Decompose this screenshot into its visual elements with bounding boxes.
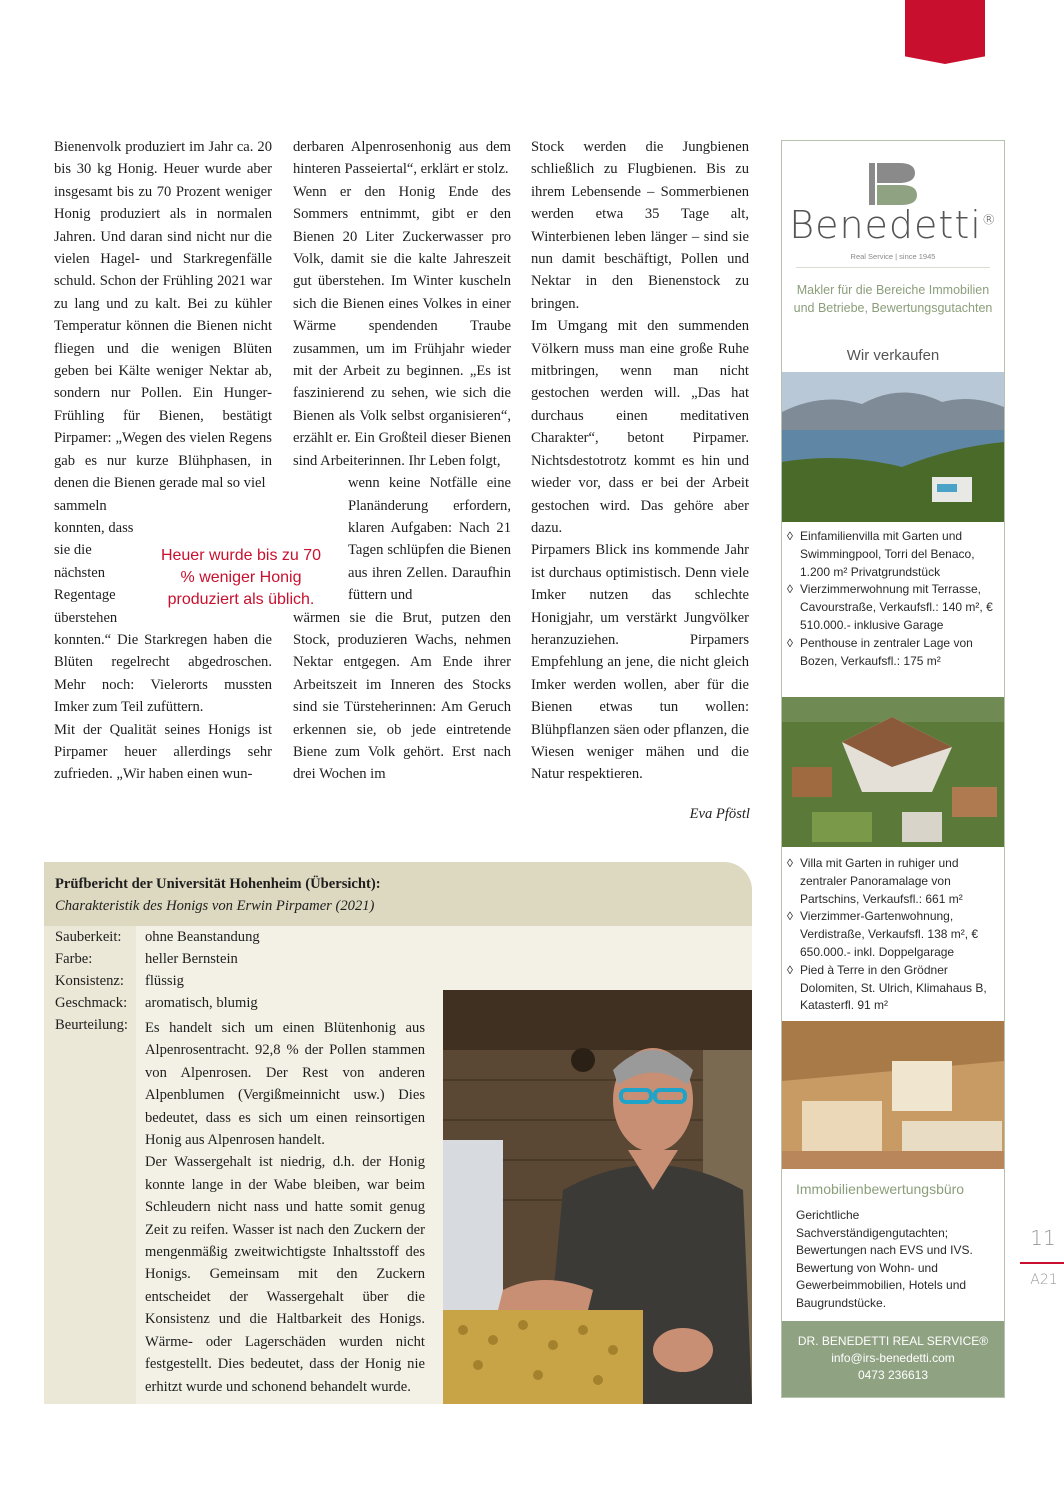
- diamond-bullet-icon: ◊: [787, 635, 793, 650]
- report-value: aromatisch, blumig: [145, 995, 258, 1011]
- article-paragraph: Stock werden die Jungbienen schließlich zu Flugbienen. Bis zu ihrem Lebensende – Sommerbienen werden etwa 35 Tage alt, Winterbienen leben länger – sind sie nun damit beschäftigt, Pollen und Nektar in den Bienenstock zu bringen.: [531, 139, 749, 312]
- report-value: heller Bernstein: [145, 951, 238, 967]
- village-aerial-photo: [782, 697, 1004, 847]
- page-bookmark-tab: [905, 0, 985, 64]
- report-header: [44, 862, 752, 926]
- report-value: flüssig: [145, 973, 184, 989]
- footer-company: DR. BENEDETTI REAL SERVICE®: [797, 1334, 989, 1348]
- article-paragraph: konnten.“ Die Starkregen haben die Blüten regelrecht abgedroschen. Mehr noch: Vielerorts mussten Imker zum Teil zufüttern.: [54, 631, 272, 716]
- article-column-1: [54, 136, 272, 786]
- registered-mark: ®: [981, 212, 997, 229]
- property-list-1: [787, 528, 999, 670]
- ad-brand-name: [782, 203, 1004, 247]
- article-paragraph: Wenn er den Honig Ende des Sommers entnimmt, gibt er den Bienen 20 Liter Zuckerwasser pro Volk, damit sie die kalte Jahreszeit gut überstehen. Im Winter kuscheln sich die Bienen eines Volkes in einer Wärme spendenden Traube zusammen, um im Frühjahr wieder mit der Arbeit zu beginnen. „Es ist faszinierend zu sehen, wie sich die Bienen als Volk selbst organisieren“, erzählt er. Ein Großteil dieser Bienen sind Arbeiterinnen. Ihr Leben folgt,: [293, 183, 511, 469]
- property-text: Villa mit Garten in ruhiger und zentraler Panoramalage von Partschins, Verkaufsfl.: 661 m²: [800, 856, 963, 906]
- report-label: Konsistenz:: [55, 973, 124, 989]
- article-paragraph: Pirpamers Blick ins kommende Jahr ist durchaus optimistisch. Denn viele Imker nutzen das schlechte Honigjahr, um verstärkt Jungvölker heranzuziehen. Pirpamers Empfehlung an jene, die nicht gleich Imker werden wollen, aber für die Bienen etwas tun wollen: Blühpflanzen säen oder pflanzen, die Wiesen weniger mähen und die Natur respektieren.: [531, 542, 749, 783]
- report-subtitle: Charakteristik des Honigs von Erwin Pirpamer (2021): [55, 898, 375, 914]
- beekeeper-photo: [443, 990, 752, 1404]
- article-column-3: [531, 136, 749, 786]
- article-indented-text: wenn keine Notfälle eine Planänderung erfordern, klaren Aufgaben: Nach 21 Tagen schlüpfen die Bienen aus ihren Zellen. Daraufhin füttern und: [348, 475, 511, 604]
- property-text: Einfamilienvilla mit Garten und Swimmingpool, Torri del Benaco, 1.200 m² Privatgrundstück: [800, 529, 975, 579]
- ad-tagline: Real Service | since 1945: [850, 252, 936, 261]
- article-paragraph: Mit der Qualität seines Honigs ist Pirpamer heuer allerdings sehr zufrieden. „Wir haben einen wun-: [54, 721, 272, 783]
- assessment-paragraph: Es handelt sich um einen Blütenhonig aus Alpenrosentracht. 92,8 % der Pollen stammen von Alpenrosen. Der Rest von anderen Alpenblumen (Vergißmeinnicht usw.) Dies bedeutet, dass es sich um einen reinsortigen Honig aus Alpenrosen handelt.: [145, 1020, 425, 1149]
- property-item: [787, 635, 999, 671]
- valuation-heading: Immobilienbewertungsbüro: [796, 1181, 965, 1197]
- property-item: [787, 528, 999, 581]
- diamond-bullet-icon: ◊: [787, 962, 793, 977]
- page-number-rule: [1020, 1262, 1064, 1264]
- article-author: Eva Pföstl: [689, 806, 750, 822]
- property-item: [787, 581, 999, 634]
- wooden-interior-photo: [782, 1021, 1004, 1169]
- property-list-2: [787, 855, 999, 1015]
- diamond-bullet-icon: ◊: [787, 856, 793, 870]
- report-title: Prüfbericht der Universität Hohenheim (Übersicht):: [55, 876, 381, 892]
- article-column-2: [293, 136, 511, 786]
- footer-email[interactable]: info@irs-benedetti.com: [831, 1351, 955, 1365]
- property-item: [787, 908, 999, 961]
- page-number: 11: [1030, 1226, 1056, 1250]
- beekeeper-illustration: [443, 990, 752, 1404]
- divider: [796, 267, 990, 268]
- report-label: Farbe:: [55, 951, 93, 967]
- report-label: Geschmack:: [55, 995, 128, 1011]
- ad-brand-text: Benedetti: [789, 203, 982, 247]
- benedetti-logo-icon: [869, 163, 917, 205]
- footer-phone: 0473 236613: [857, 1368, 929, 1382]
- property-item: [787, 962, 999, 1015]
- report-label: Beurteilung:: [55, 1017, 128, 1033]
- page-code: A21: [1030, 1272, 1058, 1288]
- benedetti-advertisement: [781, 140, 1005, 1398]
- article-paragraph: wärmen sie die Brut, putzen den Stock, produzieren Wachs, nehmen Nektar entgegen. Am Ende ihrer Arbeitszeit im Inneren des Stocks sind sie Türsteherinnen: Am Geruch erkennen sie, ob jede eintretende Biene zum Volk gehört. Erst nach drei Wochen im: [293, 609, 511, 783]
- property-item: [787, 855, 999, 908]
- ad-contact-footer: [782, 1321, 1004, 1397]
- diamond-bullet-icon: ◊: [787, 529, 793, 543]
- valuation-text: Gerichtliche Sachverständigengutachten; Bewertungen nach EVS und IVS. Bewertung von Wohn- und Gewerbeimmobilien, Hotels und Baugrundstücke.: [796, 1208, 973, 1310]
- diamond-bullet-icon: ◊: [787, 582, 793, 597]
- lake-villa-photo: [782, 372, 1004, 522]
- property-text: Pied à Terre in den Grödner Dolomiten, St. Ulrich, Klimahaus B, Katasterfl. 91 m²: [800, 962, 987, 1013]
- diamond-bullet-icon: ◊: [787, 909, 793, 924]
- ad-sell-heading: Wir verkaufen: [846, 347, 940, 364]
- pull-quote: Heuer wurde bis zu 70 % weniger Honig produziert als üblich.: [160, 547, 322, 608]
- property-text: Vierzimmer-Gartenwohnung, Verdistraße, Verkaufsfl. 138 m², € 650.000.- inkl. Doppelgarage: [800, 909, 979, 959]
- article-paragraph: Im Umgang mit den summenden Völkern muss man eine große Ruhe mitbringen, wenn man nicht gestochen werden will. „Das hat durchaus einen meditativen Charakter“, betont Pirpamer. Nichtsdestotrotz kommt es hin und wieder vor, dass er bei der Arbeit gestochen wird. Das gehöre aber dazu.: [531, 318, 749, 536]
- report-value: ohne Beanstandung: [145, 929, 260, 945]
- property-text: Vierzimmerwohnung mit Terrasse, Cavourstraße, Verkaufsfl.: 140 m², € 510.000.- inklusive Garage: [800, 582, 993, 632]
- report-assessment: [145, 1017, 425, 1398]
- article-narrow-text: sammeln konnten, dass sie die nächsten Regentage überstehen: [54, 497, 134, 626]
- property-text: Penthouse in zentraler Lage von Bozen, Verkaufsfl.: 175 m²: [800, 635, 973, 668]
- ad-intro: Makler für die Bereiche Immobilien und Betriebe, Bewertungsgutachten: [793, 283, 993, 315]
- assessment-paragraph: Der Wassergehalt ist niedrig, d.h. der Honig konnte lange in der Wabe bleiben, war beim Schleudern nicht nass und hatte somit genug Zeit zu reifen. Wasser ist nach den Zuckern der mengenmäßig zweitwichtigste Inhaltsstoff des Honigs. Gemeinsam mit den Zuckern entscheidet der Wassergehalt über die Konsistenz und die Haltbarkeit des Honigs. Wärme- oder Lagerschäden wurden nicht festgestellt. Dies bedeutet, dass der Honig nie erhitzt wurde und schonend behandelt wurde.: [145, 1154, 425, 1395]
- article-paragraph: derbaren Alpenrosenhonig aus dem hinteren Passeiertal“, erklärt er stolz.: [293, 139, 511, 178]
- report-label: Sauberkeit:: [55, 929, 122, 945]
- article-paragraph: Bienenvolk produziert im Jahr ca. 20 bis 30 kg Honig. Heuer wurde aber insgesamt bis zu 70 Prozent weniger Honig produziert als in normalen Jahren. Und daran sind nicht nur die vielen Hagel- und Starkregenfälle schuld. Schon der Frühling 2021 war zu lang und zu kalt. Bei zu kühler Temperatur können die Bienen nicht fliegen und die wenigen Blüten geben bei Kälte weniger Nektar ab, sondern nur Pollen. Ein Hunger-Frühling für Bienen, bestätigt Pirpamer: „Wegen des vielen Regens gab es nur kurze Blühphasen, in denen die Bienen gerade mal so viel: [54, 139, 272, 492]
